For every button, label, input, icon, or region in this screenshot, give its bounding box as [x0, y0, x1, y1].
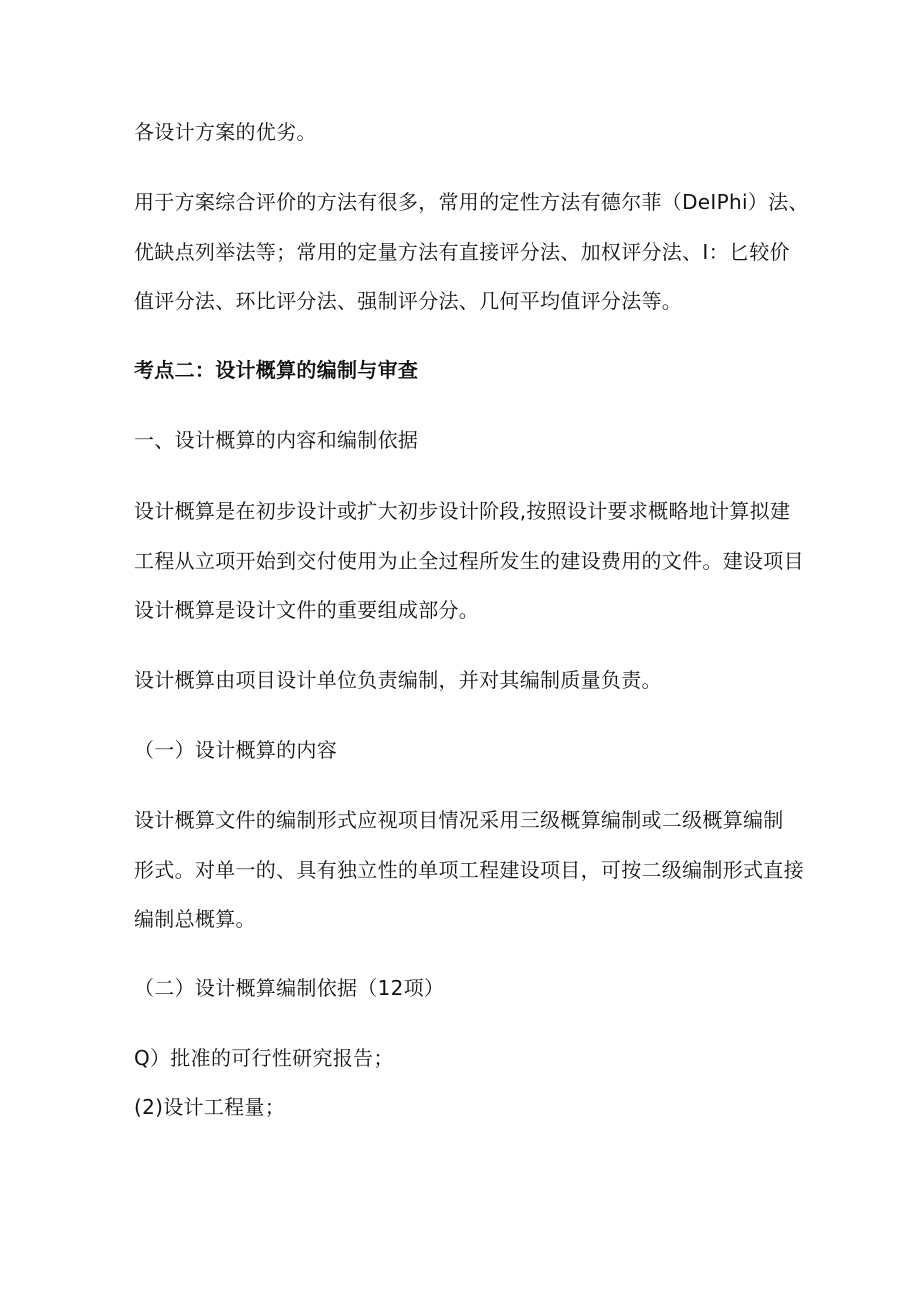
- paragraph-line: 优缺点列举法等；常用的定量方法有直接评分法、加权评分法、I：匕较价: [134, 240, 790, 264]
- paragraph-line: 工程从立项开始到交付使用为止全过程所发生的建设费用的文件。建设项目: [134, 549, 804, 573]
- paragraph-line: 编制总概算。: [134, 907, 256, 931]
- paragraph-line: 设计概算由项目设计单位负责编制，并对其编制质量负责。: [134, 668, 662, 692]
- paragraph-line: 值评分法、环比评分法、强制评分法、几何平均值评分法等。: [134, 289, 683, 313]
- subsection-heading: 一、设计概算的内容和编制依据: [134, 428, 419, 452]
- paragraph-line: 设计概算是设计文件的重要组成部分。: [134, 598, 480, 622]
- list-item: (2)设计工程量；: [134, 1095, 286, 1119]
- list-item: Q）批准的可行性研究报告；: [134, 1046, 394, 1070]
- section-heading: 考点二：设计概算的编制与审查: [134, 358, 419, 382]
- paragraph-line: 形式。对单一的、具有独立性的单项工程建设项目，可按二级编制形式直接: [134, 858, 804, 882]
- paragraph-line: 用于方案综合评价的方法有很多，常用的定性方法有德尔菲（DeIPhi）法、: [134, 190, 809, 214]
- subsection-heading: （一）设计概算的内容: [134, 738, 337, 762]
- paragraph-line: 设计概算是在初步设计或扩大初步设计阶段,按照设计要求概略地计算拟建: [134, 499, 791, 523]
- subsection-heading: （二）设计概算编制依据（12项）: [134, 976, 445, 1000]
- paragraph-line: 设计概算文件的编制形式应视项目情况采用三级概算编制或二级概算编制: [134, 808, 784, 832]
- paragraph-line: 各设计方案的优劣。: [134, 120, 317, 144]
